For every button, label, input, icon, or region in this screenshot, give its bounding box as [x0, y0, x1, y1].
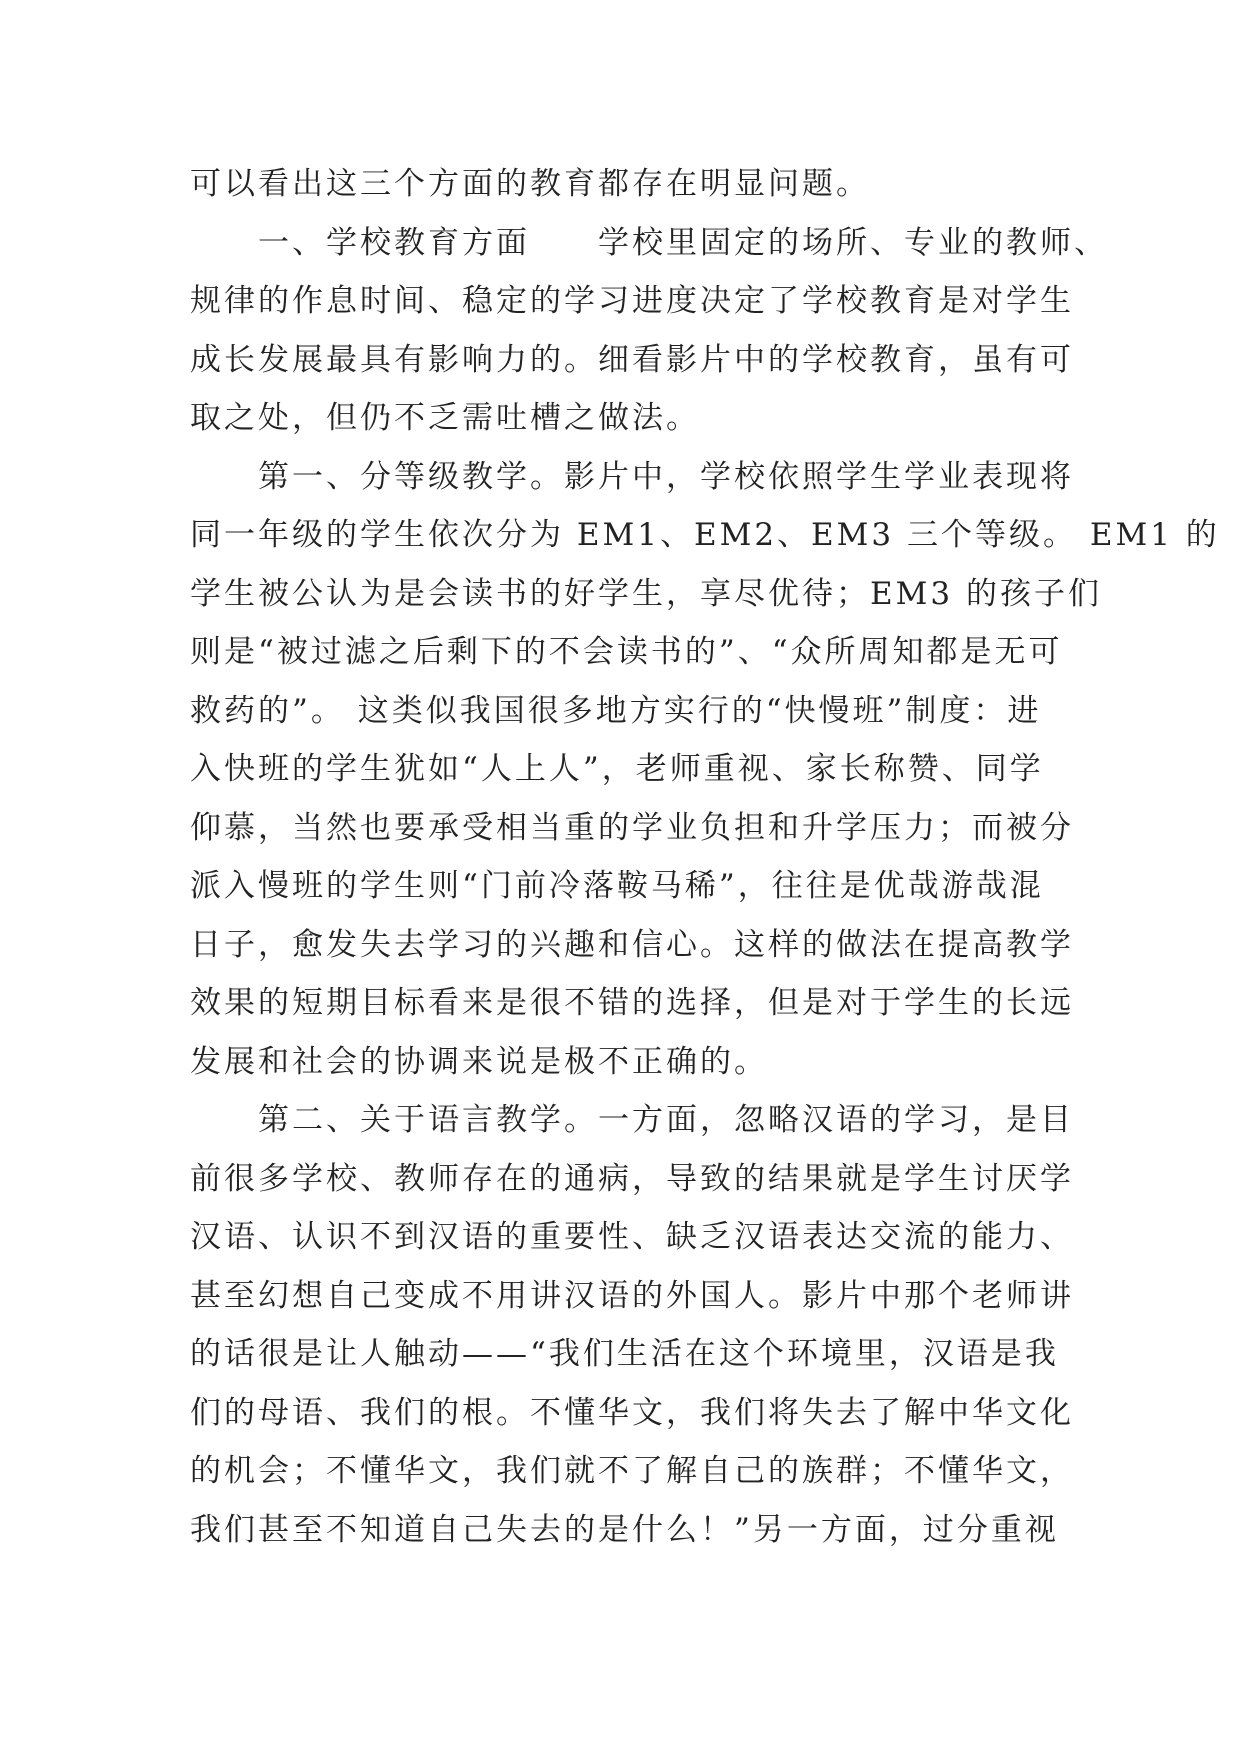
text-line: 汉语、认识不到汉语的重要性、缺乏汉语表达交流的能力、 [190, 1219, 1074, 1255]
text-line: 成长发展最具有影响力的。细看影片中的学校教育，虽有可 [190, 341, 1074, 378]
text-line: 入快班的学生犹如“人上人”，老师重视、家长称赞、同学 [190, 751, 1044, 787]
text-line: 取之处，但仍不乏需吐槽之做法。 [190, 400, 700, 436]
section-heading-line: 一、学校教育方面 学校里固定的场所、专业的教师、 [258, 224, 1108, 261]
text-line: 救药的”。 这类似我国很多地方实行的“快慢班”制度：进 [190, 692, 1042, 729]
text-line: 们的母语、我们的根。不懂华文，我们将失去了解中华文化 [190, 1394, 1074, 1431]
paragraph-start-line: 第二、关于语言教学。一方面，忽略汉语的学习，是目 [258, 1102, 1074, 1138]
text-line: 效果的短期目标看来是很不错的选择，但是对于学生的长远 [190, 985, 1074, 1021]
text-line: 的机会；不懂华文，我们就不了解自己的族群；不懂华文， [190, 1453, 1074, 1489]
paragraph-start-line: 第一、分等级教学。影片中，学校依照学生学业表现将 [258, 458, 1074, 495]
text-line: 我们甚至不知道自己失去的是什么！”另一方面，过分重视 [190, 1511, 1059, 1548]
text-line: 仰慕，当然也要承受相当重的学业负担和升学压力；而被分 [190, 809, 1074, 846]
text-line: 日子，愈发失去学习的兴趣和信心。这样的做法在提高教学 [190, 926, 1074, 963]
text-line: 学生被公认为是会读书的好学生，享尽优待；EM3 的孩子们 [190, 575, 1102, 612]
text-line: 则是“被过滤之后剩下的不会读书的”、“众所周知都是无可 [190, 634, 1063, 670]
text-line: 同一年级的学生依次分为 EM1、EM2、EM3 三个等级。 EM1 的 [190, 517, 1220, 553]
text-line: 发展和社会的协调来说是极不正确的。 [190, 1043, 768, 1080]
text-line: 可以看出这三个方面的教育都存在明显问题。 [190, 166, 870, 202]
text-line: 规律的作息时间、稳定的学习进度决定了学校教育是对学生 [190, 283, 1074, 319]
text-line: 的话很是让人触动——“我们生活在这个环境里，汉语是我 [190, 1336, 1059, 1372]
text-line: 甚至幻想自己变成不用讲汉语的外国人。影片中那个老师讲 [190, 1277, 1074, 1314]
text-line: 派入慢班的学生则“门前冷落鞍马稀”，往往是优哉游哉混 [190, 868, 1044, 904]
text-line: 前很多学校、教师存在的通病，导致的结果就是学生讨厌学 [190, 1160, 1074, 1197]
body-text [190, 155, 1220, 1559]
